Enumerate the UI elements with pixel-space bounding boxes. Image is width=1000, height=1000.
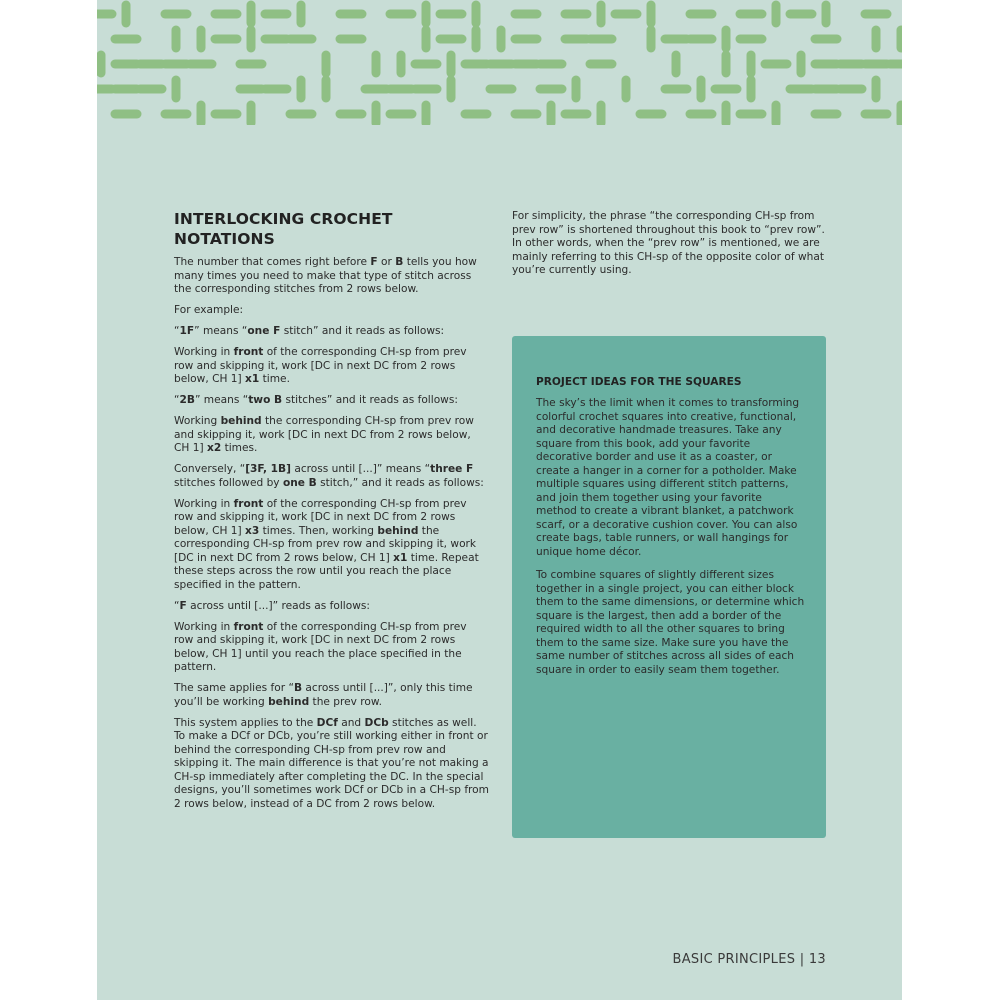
paragraph: Working in front of the corresponding CH-sp from prev row and skipping it, work [DC in next DC from 2 rows below, CH 1] x1 time. — [174, 346, 467, 385]
paragraph: “F across until [...]” reads as follows: — [174, 599, 370, 612]
paragraph: Conversely, “[3F, 1B] across until [...]” means “three F stitches followed by one B stitch,” and it reads as follows: — [174, 463, 484, 489]
stitch-pattern-decoration — [97, 0, 902, 125]
project-ideas-box — [512, 336, 826, 838]
paragraph: Working in front of the corresponding CH-sp from prev row and skipping it, work [DC in next DC from 2 rows below, CH 1] x3 times. Then, working behind the corresponding CH-sp from prev row and skipping it, work [DC in next DC from 2 rows below, CH 1] x1 time. Repeat these steps across the row until you reach the place specified in the pattern. — [174, 497, 479, 591]
paragraph: Working in front of the corresponding CH-sp from prev row and skipping it, work [DC in next DC from 2 rows below, CH 1] until you reach the place specified in the pattern. — [174, 620, 467, 673]
paragraph: The same applies for “B across until [...]”, only this time you’ll be working behind the prev row. — [174, 682, 473, 708]
box-heading: PROJECT IDEAS FOR THE SQUARES — [536, 376, 742, 388]
page-number: 13 — [808, 952, 826, 967]
footer-section-title: BASIC PRINCIPLES — [672, 952, 796, 967]
paragraph: The sky’s the limit when it comes to transforming colorful crochet squares into creative, functional, and decorative handmade treasures. Take any square from this book, add your favorite decorative border and use it as a coaster, or create a hanger in a corner for a potholder. Make multiple squares using different stitch patterns, and join them together using your favorite method to create a vibrant blanket, a patchwork scarf, or a decorative cushion cover. You can also create bags, table runners, or wall hangings for unique home décor. — [536, 397, 800, 558]
book-page — [97, 0, 902, 1000]
paragraph: “1F” means “one F stitch” and it reads as follows: — [174, 325, 445, 337]
paragraph: To combine squares of slightly different sizes together in a single project, you can either block them to the same dimensions, or determine which square is the largest, then add a border of the required width to all the other squares to bring them to the same size. Make sure you have the same number of stitches across all sides of each square in order to easily seam them together. — [536, 569, 805, 676]
paragraph: “2B” means “two B stitches” and it reads as follows: — [174, 394, 458, 406]
left-column — [174, 210, 489, 819]
right-column-intro — [512, 210, 830, 278]
paragraph: Working behind the corresponding CH-sp from prev row and skipping it, work [DC in next DC from 2 rows below, CH 1] x2 times. — [174, 415, 474, 454]
paragraph: For simplicity, the phrase “the corresponding CH-sp from prev row” is shortened throughout this book to “prev row”. In other words, when the “prev row” is mentioned, we are mainly referring to this CH-sp of the opposite color of what you’re currently using. — [512, 210, 825, 276]
page-footer — [672, 952, 826, 967]
paragraph: For example: — [174, 304, 244, 316]
paragraph: The number that comes right before F or B tells you how many times you need to make that type of stitch across the corresponding stitches from 2 rows below. — [174, 256, 477, 295]
paragraph: This system applies to the DCf and DCb stitches as well. To make a DCf or DCb, you’re still working either in front or behind the corresponding CH-sp from prev row and skipping it. The main difference is that you’re not making a CH-sp immediately after completing the DC. In the special designs, you’ll sometimes work DCf or DCb in a CH-sp from 2 rows below, instead of a DC from 2 rows below. — [174, 716, 489, 810]
section-heading: INTERLOCKING CROCHET NOTATIONS — [174, 210, 393, 248]
footer-separator: | — [799, 952, 805, 967]
